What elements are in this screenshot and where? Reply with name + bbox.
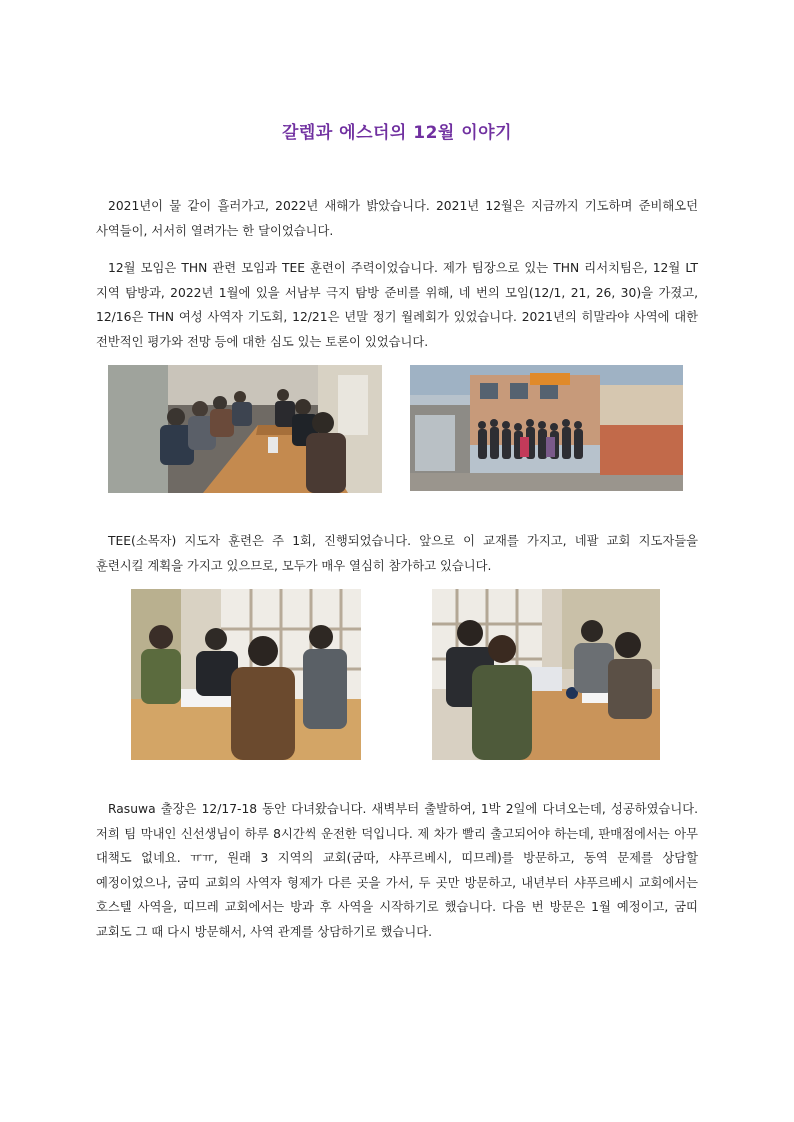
photo-tee-training-left: [131, 589, 361, 760]
photo-thn-meeting: [108, 365, 382, 493]
paragraph-tee-training: TEE(소목자) 지도자 훈련은 주 1회, 진행되었습니다. 앞으로 이 교재를 가지고, 네팔 교회 지도자들을 훈련시킬 계획을 가지고 있으므로, 모두가 매우 열심히 참가하고 있습니다.: [96, 534, 698, 573]
paragraph-rasuwa-trip: Rasuwa 출장은 12/17-18 동안 다녀왔습니다. 새벽부터 출발하여, 1박 2일에 다녀오는데, 성공하였습니다. 저희 팀 막내인 신선생님이 하루 8시간씩 운전한 덕입니다. 제 차가 빨리 출고되어야 하는데, 판매점에서는 아무 대책도 없네요. ㅠㅠ, 원래 3 지역의 교회(굼따, 샤푸르베시, 띠므레)를 방문하고, 동역 문제를 상담할 예정이었으나, 굼띠 교회의 사역자 형제가 다른 곳을 가서, 두 곳만 방문하고, 내년부터 샤푸르베시 교회에서는 호스텔 사역을, 띠므레 교회에서는 방과 후 사역을 시작하기로 했습니다. 다음 번 방문은 1월 예정이고, 굼띠 교회도 그 때 다시 방문해서, 사역 관계를 상담하기로 했습니다.: [96, 802, 698, 939]
photo-group-building: [410, 365, 683, 491]
paragraph-intro: 2021년이 물 같이 흘러가고, 2022년 새해가 밝았습니다. 2021년 12월은 지금까지 기도하며 준비해오던 사역들이, 서서히 열려가는 한 달이었습니다.: [96, 199, 698, 238]
paragraph-december-meetings: 12월 모임은 THN 관련 모임과 TEE 훈련이 주력이었습니다. 제가 팀장으로 있는 THN 리서치팀은, 12월 LT 지역 탐방과, 2022년 1월에 있을 서남부 극지 탐방 준비를 위해, 네 번의 모임(12/1, 21, 26, 30)을 가졌고, 12/16은 THN 여성 사역자 기도회, 12/21은 년말 정기 월례회가 있었습니다. 2021년의 히말라야 사역에 대한 전반적인 평가와 전망 등에 대한 심도 있는 토론이 있었습니다.: [96, 261, 698, 349]
photo-tee-training-right: [432, 589, 660, 760]
page-title: 갈렙과 에스더의 12월 이야기: [281, 123, 513, 143]
